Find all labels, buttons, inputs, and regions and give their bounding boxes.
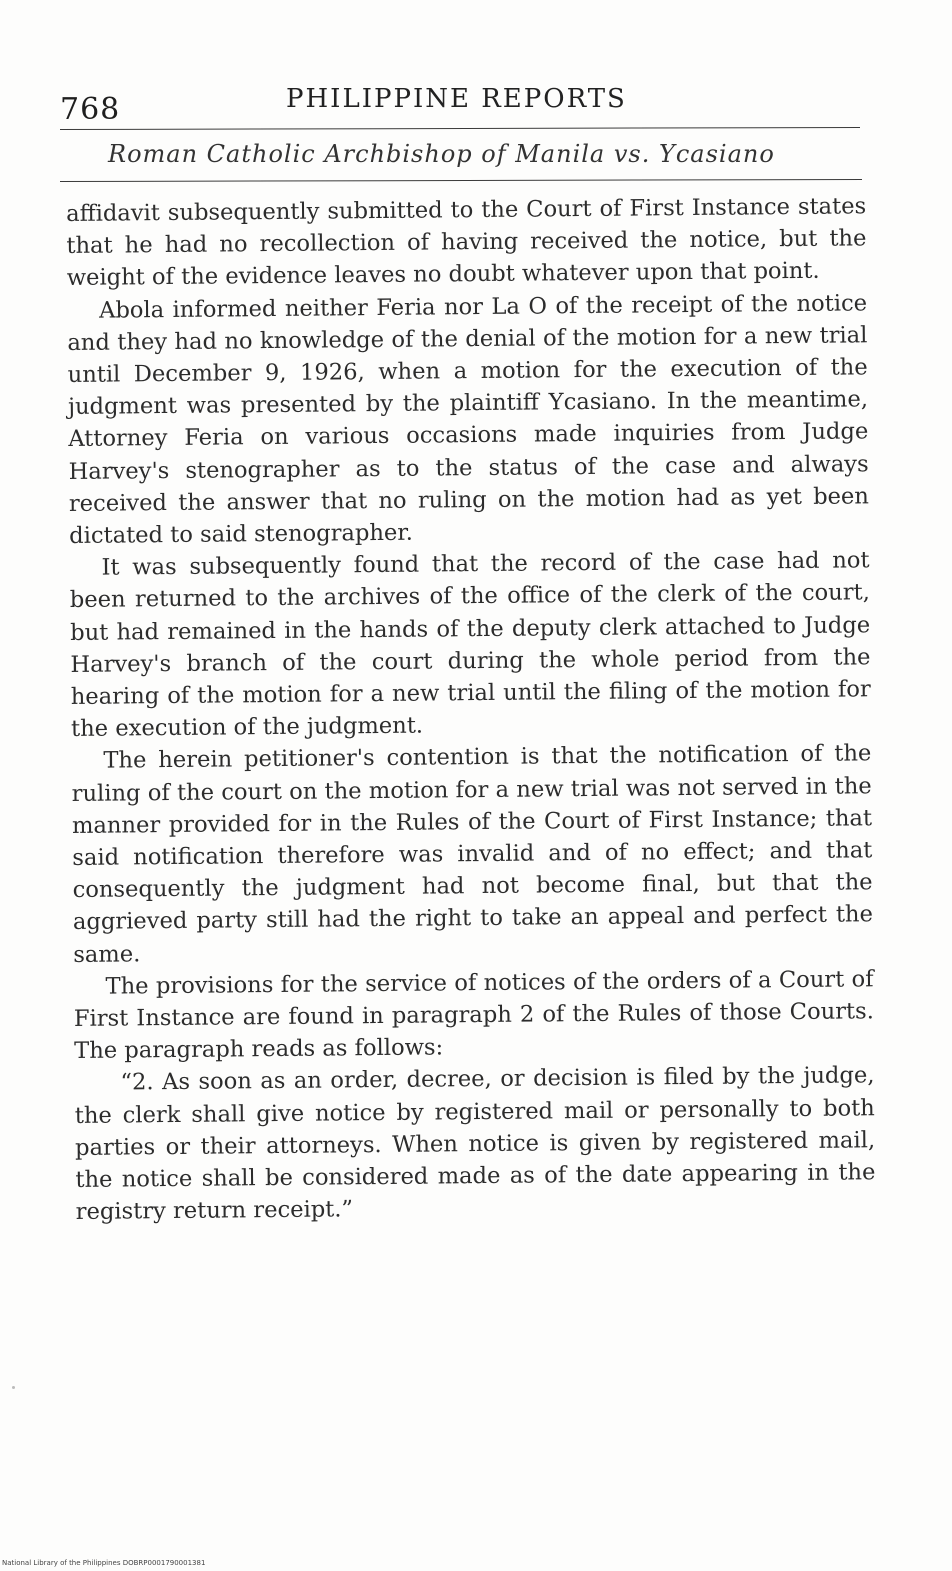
paragraph: It was subsequently found that the record of the case had not been returned to the archives of the office of the clerk of the court, but had remained in the hands of the deputy clerk attached to Judge Harvey's branch of the court during the whole period from the hearing of the motion for a new trial until the filing of the motion for the execution of the judgment. [69,547,871,743]
scan-speck [12,1386,15,1389]
running-head: PHILIPPINE REPORTS [286,84,627,114]
body-text [66,190,876,1228]
page-header [60,80,860,130]
paragraph: The provisions for the service of notices of the orders of a Court of First Instance are found in paragraph 2 of the Rules of those Courts. The paragraph reads as follows: [73,966,874,1065]
quoted-rule-paragraph: “2. As soon as an order, decree, or decision is filed by the judge, the clerk shall give notice by registered mail or personally to both parties or their attorneys. When notice is given by registered mail, the notice shall be considered made as of the date appearing in the registry return receipt.” [74,1062,876,1226]
case-title: Roman Catholic Archbishop of Manila vs. Ycasiano [108,140,775,168]
page-number: 768 [60,92,121,127]
header-rule-bottom [60,179,862,182]
paragraph: affidavit subsequently submitted to the Court of First Instance states that he had no recollection of having received the notice, but the weight of the evidence leaves no doubt whatever upon that point. [66,193,867,292]
paragraph: The herein petitioner's contention is that the notification of the ruling of the court on the motion for a new trial was not served in the manner provided for in the Rules of the Court of First Instance; that said notification therefore was invalid and of no effect; and that consequently the judgment had not become final, but that the aggrieved party still had the right to take an appeal and perfect the same. [71,740,874,968]
scan-credit: National Library of the Philippines DOBRP0001790001381 [2,1559,206,1567]
paragraph: Abola informed neither Feria nor La O of the receipt of the notice and they had no knowledge of the denial of the motion for a new trial until December 9, 1926, when a motion for the execution of the judgment was presented by the plaintiff Ycasiano. In the meantime, Attorney Feria on various occasions made inquiries from Judge Harvey's stenographer as to the status of the case and always received the answer that no ruling on the motion had as yet been dictated to said stenographer. [67,289,870,550]
